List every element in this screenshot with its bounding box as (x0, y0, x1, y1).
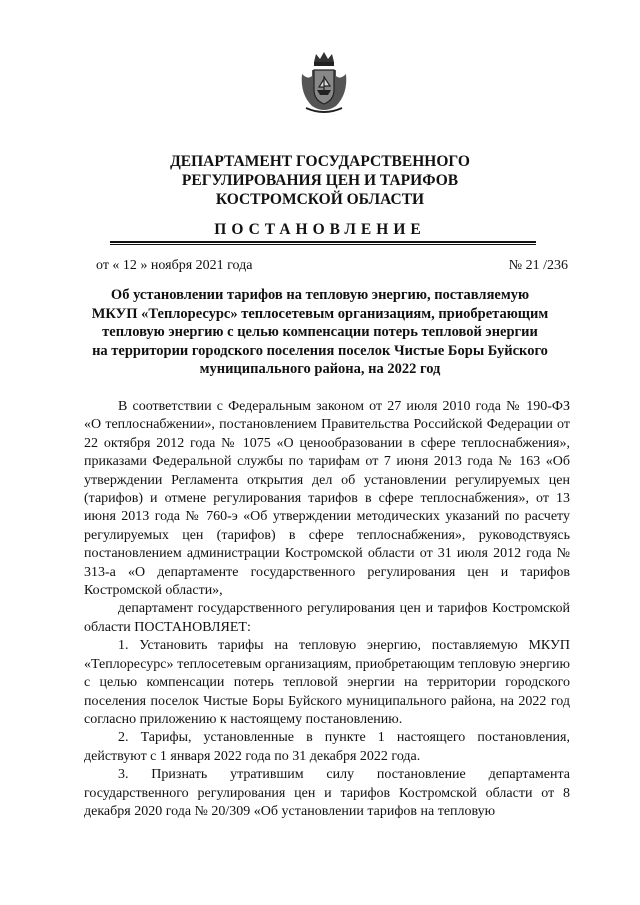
item-1-paragraph: 1. Установить тарифы на тепловую энергию, поставляемую МКУП «Теплоресурс» теплосетевым организациям, приобретающим тепловую энергию с целью компенсации потерь тепловой энергии на территории городского поселения поселок Чистые Боры Буйского муниципального района, на 2022 год согласно приложению к настоящему постановлению. (84, 638, 570, 727)
title-line-3: тепловую энергию с целью компенсации потерь тепловой энергии (102, 324, 538, 340)
org-line-1: ДЕПАРТАМЕНТ ГОСУДАРСТВЕННОГО (170, 153, 470, 170)
title-line-5: муниципального района, на 2022 год (199, 361, 441, 377)
org-line-2: РЕГУЛИРОВАНИЯ ЦЕН И ТАРИФОВ (181, 172, 459, 189)
title-line-2: МКУП «Теплоресурс» теплосетевым организациям, приобретающим (91, 305, 549, 322)
item-3-paragraph: 3. Признать утратившим силу постановление департамента государственного регулирования цен и тарифов Костромской области от 8 декабря 2020 года № 20/309 «Об установлении тарифов на тепловую (84, 767, 570, 819)
document-body (84, 398, 570, 821)
document-number: № 21 /236 (508, 258, 568, 273)
coat-of-arms-icon (296, 50, 352, 116)
organization-name (0, 152, 640, 209)
title-line-4: на территории городского поселения поселок Чистые Боры Буйского (92, 342, 548, 359)
resolves-paragraph: департамент государственного регулирования цен и тарифов Костромской области ПОСТАНОВЛЯЕТ: (84, 601, 570, 635)
title-line-1: Об установлении тарифов на тепловую энергию, поставляемую (110, 287, 530, 303)
document-type: ПОСТАНОВЛЕНИЕ (214, 221, 426, 238)
org-line-3: КОСТРОМСКОЙ ОБЛАСТИ (215, 191, 425, 208)
document-date: от « 12 » ноября 2021 года (96, 258, 253, 273)
preamble-paragraph: В соответствии с Федеральным законом от 27 июля 2010 года № 190-ФЗ «О теплоснабжении», постановлением Правительства Российской Федерации от 22 октября 2012 года № 1075 «О ценообразовании в сфере теплоснабжения», приказами Федеральной службы по тарифам от 7 июня 2013 года № 163 «Об утверждении Регламента открытия дел об установлении регулируемых цен (тарифов) и отмене регулирования тарифов в сфере теплоснабжения», от 13 июня 2013 года № 760-э «Об утверждении методических указаний по расчету регулируемых цен (тарифов) в сфере теплоснабжения», руководствуясь постановлением администрации Костромской области от 31 июля 2012 года № 313-а «О департаменте государственного регулирования цен и тарифов Костромской области», (84, 399, 570, 599)
header-divider-thin (110, 244, 536, 245)
item-2-paragraph: 2. Тарифы, установленные в пункте 1 настоящего постановления, действуют с 1 января 2022 года по 31 декабря 2022 года. (84, 730, 570, 764)
header-divider (110, 241, 536, 243)
document-title (70, 286, 570, 379)
